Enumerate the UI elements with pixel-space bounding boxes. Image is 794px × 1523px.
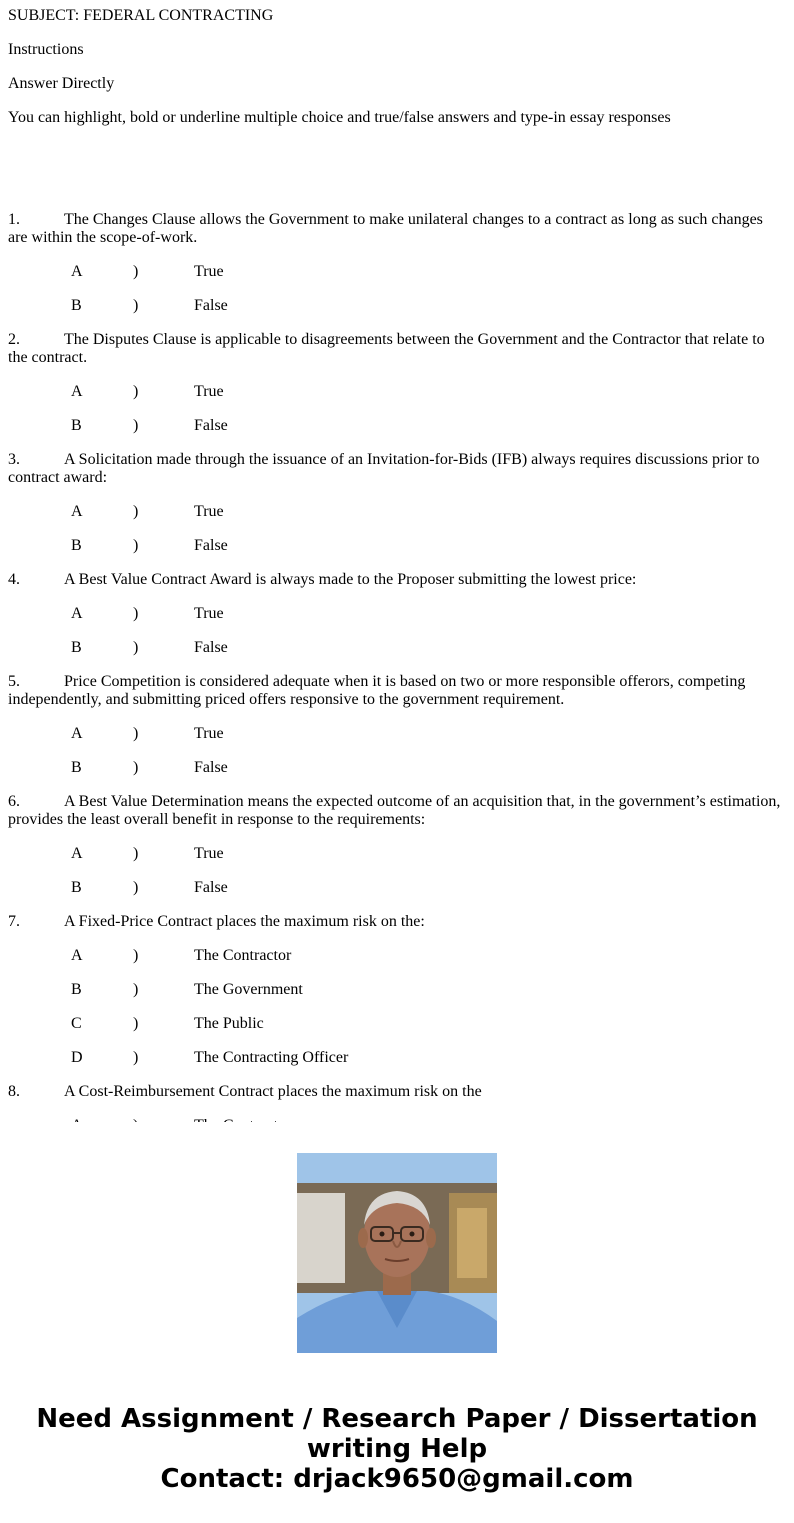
promo-line-3: Contact: drjack9650@gmail.com	[160, 1464, 634, 1494]
option-text: The Contractor	[194, 947, 292, 964]
instructions-heading: Instructions	[8, 41, 84, 58]
answer-option[interactable]	[8, 981, 784, 999]
option-text: True	[194, 263, 224, 280]
option-paren: )	[133, 297, 139, 314]
option-letter: B	[71, 297, 82, 314]
option-letter: B	[71, 417, 82, 434]
option-paren: )	[133, 383, 139, 400]
option-paren: )	[133, 1015, 139, 1032]
option-text: False	[194, 639, 228, 656]
question-7	[8, 913, 784, 931]
option-letter: A	[71, 383, 83, 400]
option-paren: )	[133, 1049, 139, 1066]
question-1	[8, 211, 784, 247]
option-letter: B	[71, 759, 82, 776]
option-letter: B	[71, 879, 82, 896]
answer-option[interactable]	[8, 845, 784, 863]
option-letter: B	[71, 537, 82, 554]
option-paren: )	[133, 845, 139, 862]
answer-option[interactable]	[8, 503, 784, 521]
option-letter: A	[71, 947, 83, 964]
question-number: 5.	[8, 673, 20, 690]
promo-line-1: Need Assignment / Research Paper / Dissertation	[36, 1404, 758, 1434]
author-photo	[297, 1153, 497, 1353]
answer-option[interactable]	[8, 759, 784, 777]
question-number: 8.	[8, 1083, 20, 1100]
answer-option[interactable]	[8, 383, 784, 401]
option-text: False	[194, 537, 228, 554]
option-paren: )	[133, 605, 139, 622]
answer-option[interactable]	[8, 725, 784, 743]
option-letter: A	[71, 263, 83, 280]
option-text: False	[194, 879, 228, 896]
document-body	[8, 7, 784, 1122]
question-text: A Best Value Contract Award is always made to the Proposer submitting the lowest price:	[64, 571, 637, 588]
answer-option[interactable]	[8, 879, 784, 897]
answer-option[interactable]	[8, 537, 784, 555]
instructions-note: You can highlight, bold or underline multiple choice and true/false answers and type-in essay responses	[8, 109, 671, 126]
question-text: A Best Value Determination means the expected outcome of an acquisition that, in the government’s estimation, provides the least overall benefit in response to the requirements:	[8, 793, 781, 828]
option-paren: )	[133, 503, 139, 520]
promo-text	[0, 1404, 794, 1494]
option-letter: B	[71, 639, 82, 656]
option-letter: A	[71, 503, 83, 520]
option-paren: )	[133, 947, 139, 964]
option-text: True	[194, 605, 224, 622]
question-text: The Changes Clause allows the Government to make unilateral changes to a contract as long as such changes are within the scope-of-work.	[8, 211, 763, 246]
promo-line-2: writing Help	[306, 1434, 488, 1464]
question-4	[8, 571, 784, 589]
option-text: False	[194, 759, 228, 776]
question-text: A Fixed-Price Contract places the maximum risk on the:	[64, 913, 425, 930]
answer-option[interactable]	[8, 639, 784, 657]
option-paren: )	[133, 981, 139, 998]
question-number: 1.	[8, 211, 20, 228]
option-text: True	[194, 383, 224, 400]
answer-option[interactable]	[8, 1049, 784, 1067]
option-text: False	[194, 297, 228, 314]
option-letter: D	[71, 1049, 83, 1066]
question-number: 4.	[8, 571, 20, 588]
answer-option[interactable]	[8, 1015, 784, 1033]
option-text: True	[194, 845, 224, 862]
subject-heading: SUBJECT: FEDERAL CONTRACTING	[8, 7, 274, 24]
option-letter: B	[71, 981, 82, 998]
question-number: 7.	[8, 913, 20, 930]
option-text: True	[194, 725, 224, 742]
question-number: 3.	[8, 451, 20, 468]
option-paren: )	[133, 417, 139, 434]
question-number: 2.	[8, 331, 20, 348]
promo-footer	[0, 1122, 794, 1523]
option-text: False	[194, 417, 228, 434]
option-text: The Government	[194, 981, 303, 998]
answer-option[interactable]	[8, 263, 784, 281]
option-paren: )	[133, 263, 139, 280]
answer-option[interactable]	[8, 605, 784, 623]
option-letter: A	[71, 725, 83, 742]
question-6	[8, 793, 784, 829]
question-5	[8, 673, 784, 709]
question-number: 6.	[8, 793, 20, 810]
question-text: Price Competition is considered adequate when it is based on two or more responsible offerors, competing independently, and submitting priced offers responsive to the government requirement.	[8, 673, 746, 708]
question-list	[8, 211, 784, 1135]
option-text: The Contracting Officer	[194, 1049, 349, 1066]
question-text: A Solicitation made through the issuance of an Invitation-for-Bids (IFB) always requires discussions prior to contract award:	[8, 451, 760, 486]
question-8	[8, 1083, 784, 1101]
option-letter: A	[71, 605, 83, 622]
author-photo-image	[297, 1153, 497, 1353]
question-3	[8, 451, 784, 487]
option-letter: A	[71, 845, 83, 862]
option-text: The Public	[194, 1015, 264, 1032]
option-paren: )	[133, 639, 139, 656]
blank-space	[8, 143, 784, 211]
question-text: A Cost-Reimbursement Contract places the maximum risk on the	[64, 1083, 482, 1100]
question-text: The Disputes Clause is applicable to disagreements between the Government and the Contractor that relate to the contract.	[8, 331, 765, 366]
option-text: True	[194, 503, 224, 520]
option-paren: )	[133, 725, 139, 742]
answer-option[interactable]	[8, 417, 784, 435]
answer-directly-text: Answer Directly	[8, 75, 115, 92]
option-paren: )	[133, 537, 139, 554]
answer-option[interactable]	[8, 947, 784, 965]
answer-option[interactable]	[8, 297, 784, 315]
option-letter: C	[71, 1015, 82, 1032]
option-paren: )	[133, 879, 139, 896]
option-paren: )	[133, 759, 139, 776]
question-2	[8, 331, 784, 367]
